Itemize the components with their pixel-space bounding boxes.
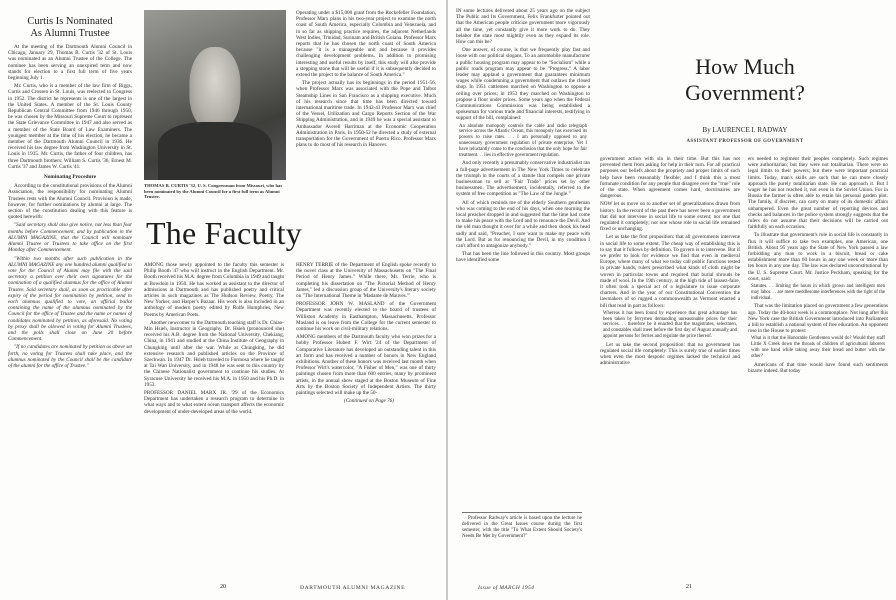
portrait-suit <box>158 122 272 180</box>
paragraph: According to the constitutional provisions of the Alumni Association, the responsibility for nominating Alumni Trustees rests with the Alumni Council. Provision is made, however, for further nominations by alumni at large. The section of the constitution dealing with this feature is quoted herewith: <box>8 183 132 221</box>
paragraph: Another newcomer to the Dartmouth teaching staff is Dr. Chiao-Min Hsieh, Instructor in Geography. Dr. Hsieh (pronounced she) received his A.B. degree from the National University, Chekiang, China, in 1941 and studied at the China Institute of Geography in Chungking until after the war. While at Chungking, he did extensive research and published articles on the Province of Szechwan. In 1947 Dr. Hsieh traveled to Formosa where he taught at Tai Wan University, and in 1948 he was sent to this country by the Chinese Nationalist government to continue his studies. At Syracuse University he received his M.A. in 1950 and his Ph.D. in 1953. <box>144 319 284 388</box>
left-page <box>0 0 446 600</box>
paragraph-quote: "Said secretary shall also give notice, not less than four months before Commencement, and by publication in the ALUMNI MAGAZINE, that the Council will nominate Alumni Trustee or Trustees to take office on the first Monday after Commencement. <box>8 222 132 254</box>
paragraph: Let us take the second proposition: that no government has regulated social life completely. This is surely true of earlier times when even the most despotic regimes lacked the technical and administrative <box>600 341 740 367</box>
radway-column-3 <box>748 156 888 578</box>
paragraph: One answer, of course, is that we frequently play fast and loose with our political slogans. To an automobile manufacturer a public housing program may appear to be "Socialism" while a public roads program may appear to be "Progress." A labor leader may applaud a government that guarantees minimum wages while condemning a government that outlaws the closed shop. In 1951 cattlemen marched on Washington to oppose a ceiling over prices; in 1953 they marched on Washington to propose a floor under prices. Some years ago when the Federal Communications Commission was being established a spokesman for various trade and financial interests, testifying in support of the bill, complained: <box>456 47 590 122</box>
paragraph: Americans of that time would have found such sentiments bizarre indeed. But today <box>748 361 888 374</box>
page-number-right: 21 <box>686 584 692 590</box>
paragraph-quote: "Within two months after such publication in the ALUMNI MAGAZINE any one hundred alumni qualified to vote for the Council of Alumni may file with the said secretary a petition over their own signatures for the nomination of a qualified alumnus for the office of Alumni Trustee. Said secretary shall, as soon as practicable after expiry of the period for nomination by petition, send to each alumnus qualified to vote, an official ballot containing the name of the alumnus nominated by the Council for the office of Trustee and the name or names of candidates nominated by petition, as aforesaid. No voting by proxy shall be allowed in voting for Alumni Trustees, and the polls shall close on June 20 before Commencement. <box>8 255 132 343</box>
faculty-column-b <box>296 262 436 578</box>
paragraph: NOW let us move on to another set of generalizations drawn from history. In the record of the past there has never been a government that did not intervene in social life to some extent; nor one that regulated it completely; nor one whose role in social life remained fixed or unchanging. <box>600 201 740 233</box>
paragraph: government action with sin in their time. But this has not prevented them from asking for help in their turn. For all practical purposes our beliefs about the propriety and proper limits of such help have been reasonably flexible; and I think this a most fortunate condition for any people that disagree over the "true" role of the state. When agreement comes hard, doctrinaires are dangerous. <box>600 156 740 200</box>
paragraph: Operating under a $15,000 grant from the Rockefeller Foundation, Professor Marx plans in his two-year project to examine the north coast of South America, especially Colombia and Venezuela, and in so far as shipping practice requires, the adjacent Netherlands West Indies, Trinidad, Surinam and British Guiana. Professor Marx reports that he has chosen the north coast of South America because "it is a manageable unit and because it provides challenging development problems. In addition to promising interesting and useful results by itself, this study will also provide a stepping stone that will be useful if it is subsequently decided to extend the project to the balance of South America." <box>296 10 436 79</box>
paragraph-quote: Whereas it has been found by experience that great advantage has been taken by ferrymen demanding unreasonable prices for their services. . . therefore be it enacted that the magistrates, selectmen, and constables shall meet before the first day of August annually and appoint persons for ferries and regulate the price thereof. <box>603 310 737 340</box>
author-role: ASSISTANT PROFESSOR OF GOVERNMENT <box>686 139 804 144</box>
paragraph-quote: What is it that the Honorable Gentlemen would do? Would they staff Little X Creek down the throats of children of agricultural laborers with one hand while taking away their bread and butter with the other? <box>751 336 885 359</box>
paragraph: IN some lectures delivered about 25 years ago on the subject The Public and Its Government, Felix Frankfurter pointed out that the American people criticize government more vigorously all the time, yet constantly give it more work to do. They belabor the state most mightily even as they expand its role. How can this be? <box>456 8 590 46</box>
continued-note: (Continued on Page 76) <box>344 398 394 405</box>
paragraph: And only recently a presumably conservative industrialist ran a full-page advertisement in The New York Times to celebrate the triumph in the courts of a statute that compels one private businessman to sell at "Fair Trade" prices set by other businessmen. The advertisement, incidentally, referred to the system of free competition as "The Law of the Jungle." <box>456 160 590 198</box>
paragraph: AMONG those newly appointed to the faculty this semester is Philip Booth '47 who will instruct in the English Department. Mr. Booth received his M.A. degree from Columbia in 1949 and taught at Bowdoin in 1950. He has worked as assistant to the director of admissions at Dartmouth and has published poetry and critical articles in such magazines as The Hudson Review, Poetry, The New Yorker, and Harper's Bazaar. His work is also included in an anthology of modern poetry edited by Rolfe Humphries, New Poems by American Poets. <box>144 262 284 318</box>
footer-magazine-name: DARTMOUTH ALUMNI MAGAZINE <box>300 585 406 591</box>
subhead-nominating-procedure: Nominating Procedure <box>43 174 97 181</box>
paragraph: AMONG members of the Dartmouth faculty who won prizes for a hobby Professor Hubert F. Wirt '24 of the Department of Comparative Literature has developed an outstanding talent in this art form and has received a number of honors in New England exhibitions. Another of these honors was received last month when Professor Wirt's watercolor, "A Fisher of Men," was one of thirty paintings chosen from more than 600 entries, many by prominent artists, in the annual show staged at the Boston Museum of Fine Arts by the Boston Society of Independent Artists. The thirty paintings selected will make up the 50- <box>296 334 436 397</box>
portrait-face <box>189 47 240 129</box>
author-note <box>462 512 582 568</box>
footer-issue-date: Issue of MARCH 1954 <box>478 585 535 591</box>
title-line-1: How Much <box>695 54 795 79</box>
paragraph: PROFESSOR JOHN W. MASLAND of the Government Department was recently elected to the board of trustees of Williston Academy in Easthampton, Massachusetts. Professor Masland is on leave from the College for the current semester to continue his work on civil-military relations. <box>296 301 436 333</box>
paragraph: Mr. Curtis, who is a member of the law firm of Biggs, Curtis and Crossen in St. Louis, was reelected to Congress in 1952. The district he represents is one of the largest in the United States. A member of the St. Louis County Republican Central Committee from 1946 through 1950, he was chosen by the Missouri Supreme Court to represent the State Grievance Committee in 1947 and also served as a member of the State Board of Law Examiners. The youngest member at the time of his election, he became a member of the Dartmouth Alumni Council in 1936. He received his law degree from Washington University in St. Louis in 1935. Mr. Curtis, the father of four children, has three Dartmouth brothers: William S. Curtis '36, Ernest M. Curtis '37 and James W. Curtis '41. <box>8 83 132 170</box>
right-page <box>448 0 896 600</box>
paragraph-quote: Statutes. . . limiting the hours in which grown and intelligent men may labor. . . are mere meddlesome interferences with the right of the individual. <box>751 284 885 301</box>
paragraph: Let us take the first proposition: that all governments intervene in social life to some extent. The cheap way of establishing this is to say that it follows by definition. To govern is to intervene. But if we prefer to look for evidence we find that even in medieval Europe, where many of what we today call public functions rested in private hands, rulers prescribed what kinds of cloth might be woven in particular towns and required that burial shrouds be made of wool. In the 19th century, at the high tide of laissez-faire, it often took a special act of a legislature to issue corporate charters. And in the year of our Constitutional Convention the lawmakers of so rugged a commonwealth as Vermont enacted a bill that read in part as follows: <box>600 234 740 309</box>
page-number-left: 20 <box>220 584 226 590</box>
radway-column-1 <box>456 8 590 476</box>
paragraph: That was the limitation placed on government a few generations ago. Today the 40-hour week is a commonplace. Not long after this New York case the British Government introduced into Parliament a bill to establish a national system of free education. An opponent rose in the House to protest: <box>748 303 888 335</box>
how-much-government-title <box>600 54 890 106</box>
note-text: Professor Radway's article is based upon the lecture he delivered in the Great Issues course during the first semester, with the title "To What Extent Should Society's Needs Be Met by Government?" <box>462 516 582 539</box>
radway-column-2 <box>600 156 740 578</box>
marx-column-top <box>296 10 436 210</box>
paragraph: The project actually has its beginnings in the period 1951-56, when Professor Marx was associated with the Pope and Talbot Steamship Lines in San Francisco as a shipping executive. Much of his research since that time has been directed toward international maritime trade. In 1942-43 Professor Marx was chief of the Vessel, Utilization and Cargo Reports Section of the War Shipping Administration, and in 1949 he was a special assistant to Ambassador Averell Harriman at the Economic Cooperation Administration in Paris. In 1950-52 he directed a study of external transportation for the Government of Puerto Rico. Professor Marx plans to do most of his research in Hanover. <box>296 80 436 149</box>
paragraph: All of which reminds me of the elderly Southern gentleman who was coming to the end of his days, when one morning the local preacher dropped in and suggested that the time had come to make his peace with the Lord and to renounce the Devil. And the old man thought it over for a while and then shook his head sadly and said, "Preacher, I sure want to make my peace with the Lord. But as for renouncing the Devil, in my condition I can't afford to antagonize anybody." <box>456 199 590 250</box>
paragraph: HENRY TERRIE of the Department of English spoke recently to the novel class at the University of Massachusetts on "The Final Period of Henry James." While there, Mr. Terrie, who is completing his dissertation on "The Pictorial Method of Henry James," led a discussion group of the University's literary society on "The International Theme in 'Madame de Mauves.'" <box>296 262 436 300</box>
title-line-1: Curtis Is Nominated <box>27 16 113 27</box>
photo-caption: THOMAS B. CURTIS '32, U. S. Congressman from Missouri, who has been nominated by the Alumni Council for a first full term as Alumni Trustee. <box>144 183 283 200</box>
faculty-column-a <box>144 262 284 578</box>
paragraph: That has been the line followed in this country. Most groups have identified some <box>456 251 590 264</box>
byline: By LAURENCE I. RADWAY <box>702 126 788 134</box>
article-curtis-title <box>8 16 132 40</box>
paragraph: At the meeting of the Dartmouth Alumni Council in Chicago, January 29, Thomas B. Curtis '32 of St. Louis was nominated as an Alumni Trustee of the College. The nominee has been serving an unexpired term and now stands for election to a first full term of five years beginning July 1. <box>8 44 132 82</box>
paragraph: PROFESSOR DANIEL MARX JR. '29 of the Economics Department has undertaken a research program to determine in what ways and to what extent ocean transport affects the economic development of under-developed areas of the world. <box>144 390 284 415</box>
photo-thomas-curtis <box>144 10 286 180</box>
paragraph-quote: "If no candidates are nominated by petition as above set forth, no voting for Trustees shall take place, and the alumnus nominated by the Council shall be the candidate of the alumni for the office of Trustee." <box>8 344 132 369</box>
the-faculty-title: The Faculty <box>146 215 302 251</box>
title-line-2: As Alumni Trustee <box>30 28 110 39</box>
article-curtis-column <box>8 16 132 576</box>
paragraph: To illustrate that government's role in social life is constantly in flux it will suffice to take two examples, one American, one British. About 95 years ago the State of New York passed a law forbidding any man to work in a biscuit, bread or cake establishment more than 60 hours in any one week or more than ten hours in any one day. The law was declared unconstitutional by the U. S. Supreme Court. Mr. Justice Peckham, speaking for the court, said: <box>748 232 888 282</box>
paragraph-quote: An absolute monopoly controls the cable and radio telegraph service across the Atlantic Ocean; this monopoly has exercised its powers to raise rates. . . I am personally opposed to any unnecessary government regulation of private enterprise. Yet I have reluctantly come to the conclusion that the only hope for fair treatment. . . lies in effective government regulation. <box>459 123 587 158</box>
title-line-2: Government? <box>685 80 805 105</box>
paragraph: ers needed to regiment their peoples completely. Such regimes were authoritarian; but they were not totalitarian. There were no legal limits to their powers; but there were important practical limits. Today, man's skills are such that he can more closely approach the purely totalitarian state. He can approach it. But I wager he has not reached it, not even in the Soviet Union. For in Russia the farmer is often able to retain his personal garden plot. The family, if discreet, can carry on many of its domestic affairs unhampered. Even the great number of reporting devices and checks and balances in the police system strongly suggests that the rulers do not assume that their decisions will be carried out faithfully on each occasion. <box>748 156 888 231</box>
